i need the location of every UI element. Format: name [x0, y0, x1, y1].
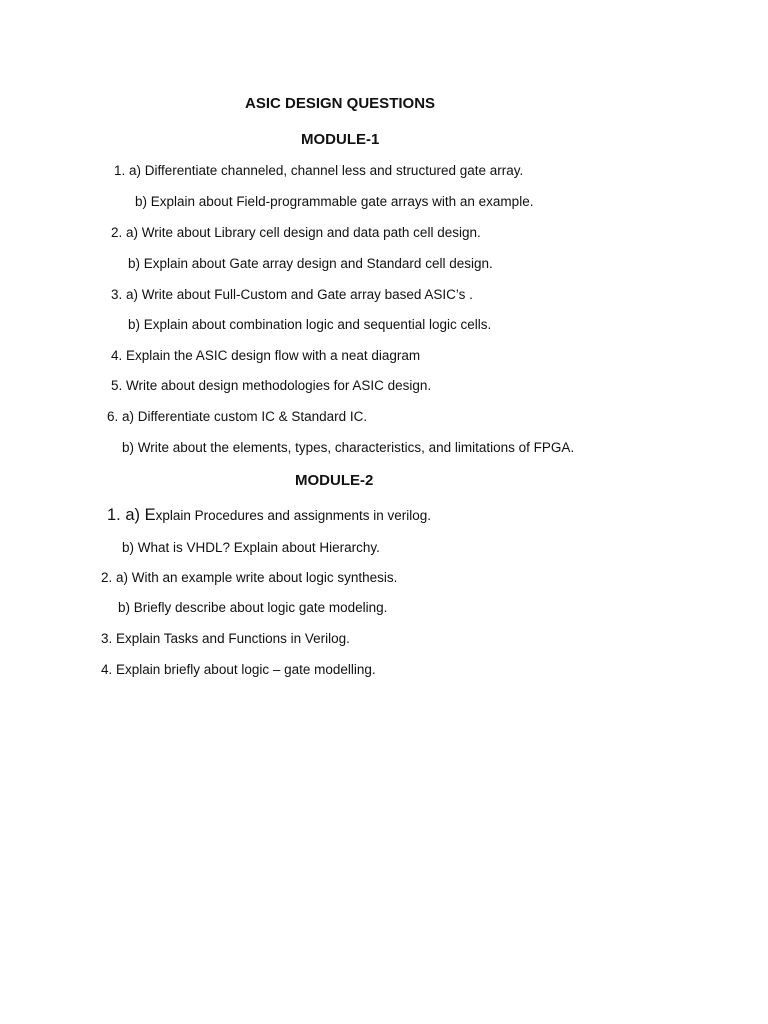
question-6b: b) Write about the elements, types, characteristics, and limitations of FPGA.	[122, 440, 575, 455]
m2-question-1a	[107, 507, 431, 524]
m2-question-3: 3. Explain Tasks and Functions in Verilog.	[101, 631, 350, 646]
m2-question-1b: b) What is VHDL? Explain about Hierarchy.	[122, 540, 380, 555]
m2-question-2a: 2. a) With an example write about logic synthesis.	[101, 570, 398, 585]
m2-question-1a-prefix: 1. a) E	[107, 506, 156, 524]
module-1-heading: MODULE-1	[301, 131, 380, 148]
m2-question-1a-text: xplain Procedures and assignments in verilog.	[155, 508, 432, 523]
m2-question-4: 4. Explain briefly about logic – gate modelling.	[101, 662, 376, 677]
question-5: 5. Write about design methodologies for ASIC design.	[111, 378, 432, 393]
question-2b: b) Explain about Gate array design and Standard cell design.	[128, 256, 493, 271]
question-3b: b) Explain about combination logic and sequential logic cells.	[128, 317, 492, 332]
m2-question-2b: b) Briefly describe about logic gate modeling.	[118, 600, 388, 615]
question-1a: 1. a) Differentiate channeled, channel less and structured gate array.	[114, 163, 524, 178]
question-2a: 2. a) Write about Library cell design and data path cell design.	[111, 225, 481, 240]
question-6a: 6. a) Differentiate custom IC & Standard IC.	[107, 409, 368, 424]
document-title: ASIC DESIGN QUESTIONS	[245, 95, 436, 112]
question-3a: 3. a) Write about Full-Custom and Gate array based ASIC’s .	[111, 287, 473, 302]
question-4: 4. Explain the ASIC design flow with a neat diagram	[111, 348, 421, 363]
question-1b: b) Explain about Field-programmable gate arrays with an example.	[135, 194, 534, 209]
module-2-heading: MODULE-2	[295, 472, 374, 489]
